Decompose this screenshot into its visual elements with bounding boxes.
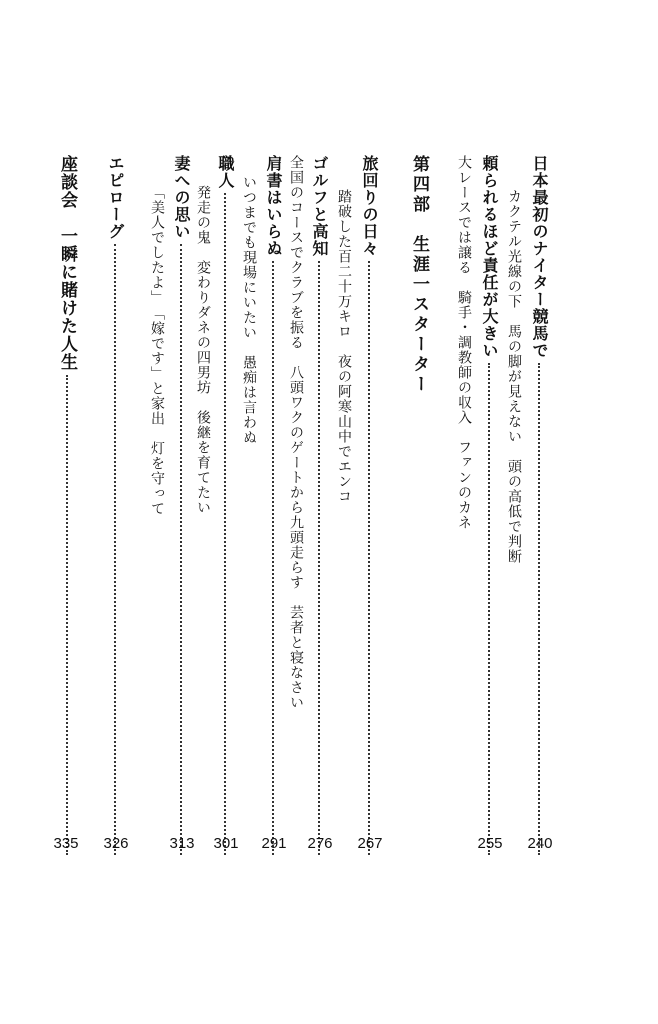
dot-leader — [180, 244, 182, 855]
part-heading — [408, 155, 430, 855]
page-number: 267 — [357, 835, 383, 852]
toc-entry-title: 肩書はいらぬ — [264, 155, 283, 257]
toc-entry-craftsman-subtopics — [192, 155, 214, 855]
toc-entry-responsibility-subtopics — [453, 155, 475, 855]
page-number: 291 — [261, 835, 287, 852]
dot-leader — [224, 193, 226, 855]
toc-subtopics: いつまでも現場にいたい 愚痴は言わぬ — [241, 175, 257, 445]
page-number: 335 — [53, 835, 79, 852]
page-number: 255 — [477, 835, 503, 852]
page-number: 301 — [213, 835, 239, 852]
toc-entry-epilogue[interactable] — [104, 155, 126, 855]
toc-entry-craftsman[interactable] — [214, 155, 236, 855]
dot-leader — [66, 375, 68, 855]
toc-entry-nighter[interactable] — [528, 155, 550, 855]
dot-leader — [368, 261, 370, 855]
toc-entry-title: 妻への思い — [172, 155, 191, 240]
dot-leader — [538, 363, 540, 855]
dot-leader — [272, 261, 274, 855]
toc-entry-title: 職人 — [216, 155, 235, 189]
toc-entry-title: 座談会 一瞬に賭けた人生 — [57, 155, 77, 371]
toc-entry-title: 旅回りの日々 — [360, 155, 379, 257]
page-number: 240 — [527, 835, 553, 852]
toc-entry-shoulder-subtopics — [238, 155, 260, 855]
dot-leader — [318, 261, 320, 855]
part-title: 第四部 生涯一スターター — [409, 155, 429, 395]
toc-entry-roundtable[interactable] — [56, 155, 78, 855]
toc-subtopics: カクテル光線の下 馬の脚が見えない 頭の高低で判断 — [506, 189, 522, 564]
page-number: 313 — [169, 835, 195, 852]
toc-entry-title: 頼られるほど責任が大きい — [480, 155, 499, 359]
toc-entry-shoulder[interactable] — [262, 155, 284, 855]
page-number: 276 — [307, 835, 333, 852]
toc-entry-wife[interactable] — [170, 155, 192, 855]
toc-entry-title: エピローグ — [106, 155, 125, 240]
toc-entry-travel-subtopics — [333, 155, 355, 855]
toc-subtopics: 発走の鬼 変わりダネの四男坊 後継を育てたい — [195, 185, 211, 515]
toc-entry-travel[interactable] — [358, 155, 380, 855]
toc-entry-title: ゴルフと高知 — [310, 155, 329, 257]
toc-entry-nighter-subtopics — [503, 155, 525, 855]
toc-entry-title: 日本最初のナイター競馬で — [530, 155, 549, 359]
toc-entry-golf-subtopics — [285, 155, 307, 855]
dot-leader — [488, 363, 490, 855]
dot-leader — [114, 244, 116, 855]
toc-subtopics: 踏破した百二十万キロ 夜の阿寒山中でエンコ — [336, 189, 352, 504]
toc-entry-golf[interactable] — [308, 155, 330, 855]
toc-entry-responsibility[interactable] — [478, 155, 500, 855]
toc-entry-wife-subtopics — [146, 155, 168, 855]
toc-subtopics: 「美人でしたよ」 「嫁です」と家出 灯を守って — [149, 185, 165, 516]
toc-subtopics: 大レースでは譲る 騎手・調教師の収入 ファンのカネ — [456, 155, 472, 530]
page-number: 326 — [103, 835, 129, 852]
toc-subtopics: 全国のコースでクラブを振る 八頭ワクのゲートから九頭走らす 芸者と寝なさい — [288, 155, 304, 710]
